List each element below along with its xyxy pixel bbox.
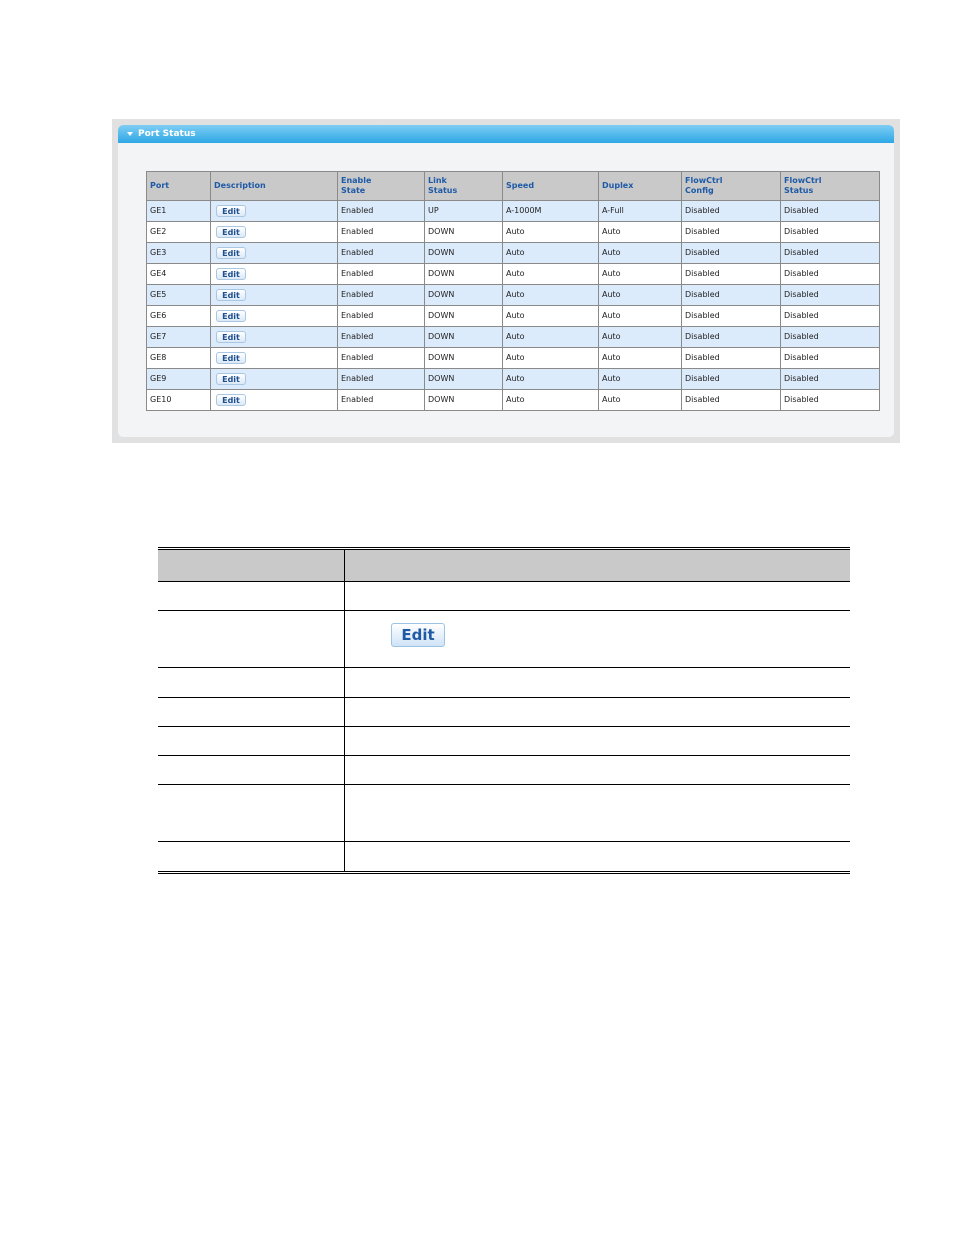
column-header-speed	[503, 172, 599, 201]
port-cell: GE8	[147, 348, 211, 369]
duplex-cell: Auto	[599, 369, 682, 390]
port-status-panel	[112, 119, 900, 443]
column-header-label: Duplex	[602, 181, 634, 190]
column-header-flowctrl-status	[781, 172, 880, 201]
reference-cell	[345, 611, 851, 668]
column-header-enable-state	[338, 172, 425, 201]
link-status-cell: DOWN	[425, 285, 503, 306]
duplex-cell: Auto	[599, 348, 682, 369]
port-cell: GE4	[147, 264, 211, 285]
description-cell	[211, 222, 338, 243]
duplex-cell: Auto	[599, 264, 682, 285]
reference-row	[158, 842, 850, 873]
flowctrl-config-cell: Disabled	[682, 390, 781, 411]
speed-cell: Auto	[503, 243, 599, 264]
flowctrl-config-cell: Disabled	[682, 369, 781, 390]
description-cell	[211, 390, 338, 411]
description-cell	[211, 369, 338, 390]
speed-cell: Auto	[503, 222, 599, 243]
collapse-arrow-icon[interactable]	[127, 132, 133, 136]
flowctrl-status-cell: Disabled	[781, 306, 880, 327]
column-header-duplex	[599, 172, 682, 201]
enable-state-cell: Enabled	[338, 285, 425, 306]
port-cell: GE7	[147, 327, 211, 348]
reference-cell	[345, 582, 851, 611]
reference-cell	[158, 668, 345, 698]
edit-button[interactable]: Edit	[216, 205, 246, 217]
reference-row	[158, 668, 850, 698]
reference-cell	[158, 756, 345, 785]
description-cell	[211, 348, 338, 369]
reference-edit-button[interactable]: Edit	[391, 623, 445, 647]
table-row	[147, 327, 880, 348]
description-cell	[211, 327, 338, 348]
column-header-label: Enable State	[341, 176, 372, 195]
duplex-cell: Auto	[599, 243, 682, 264]
column-header-description	[211, 172, 338, 201]
duplex-cell: A-Full	[599, 201, 682, 222]
flowctrl-config-cell: Disabled	[682, 285, 781, 306]
edit-button[interactable]: Edit	[216, 331, 246, 343]
reference-row	[158, 582, 850, 611]
flowctrl-status-cell: Disabled	[781, 348, 880, 369]
column-header-port	[147, 172, 211, 201]
edit-button[interactable]: Edit	[216, 268, 246, 280]
edit-button[interactable]: Edit	[216, 310, 246, 322]
table-header-row	[147, 172, 880, 201]
flowctrl-status-cell: Disabled	[781, 201, 880, 222]
port-cell: GE6	[147, 306, 211, 327]
reference-cell	[345, 698, 851, 727]
flowctrl-config-cell: Disabled	[682, 348, 781, 369]
table-row	[147, 201, 880, 222]
link-status-cell: DOWN	[425, 390, 503, 411]
edit-button[interactable]: Edit	[216, 352, 246, 364]
link-status-cell: DOWN	[425, 369, 503, 390]
table-row	[147, 243, 880, 264]
speed-cell: Auto	[503, 285, 599, 306]
flowctrl-status-cell: Disabled	[781, 285, 880, 306]
speed-cell: Auto	[503, 306, 599, 327]
flowctrl-config-cell: Disabled	[682, 327, 781, 348]
port-status-table	[146, 171, 880, 411]
enable-state-cell: Enabled	[338, 348, 425, 369]
reference-header-object	[158, 549, 345, 582]
column-header-flowctrl-config	[682, 172, 781, 201]
reference-row	[158, 785, 850, 842]
port-cell: GE1	[147, 201, 211, 222]
port-cell: GE2	[147, 222, 211, 243]
reference-cell	[345, 668, 851, 698]
reference-cell	[158, 698, 345, 727]
column-header-label: Speed	[506, 181, 535, 190]
description-cell	[211, 264, 338, 285]
reference-row	[158, 727, 850, 756]
reference-cell	[345, 756, 851, 785]
column-header-link-status	[425, 172, 503, 201]
table-row	[147, 222, 880, 243]
reference-header-row	[158, 549, 850, 582]
panel-title: Port Status	[138, 129, 196, 139]
edit-button[interactable]: Edit	[216, 247, 246, 259]
port-cell: GE3	[147, 243, 211, 264]
flowctrl-status-cell: Disabled	[781, 222, 880, 243]
flowctrl-config-cell: Disabled	[682, 264, 781, 285]
reference-cell	[158, 582, 345, 611]
flowctrl-status-cell: Disabled	[781, 369, 880, 390]
flowctrl-status-cell: Disabled	[781, 327, 880, 348]
column-header-label: FlowCtrl Config	[685, 176, 723, 195]
flowctrl-config-cell: Disabled	[682, 201, 781, 222]
reference-cell	[345, 842, 851, 873]
enable-state-cell: Enabled	[338, 306, 425, 327]
link-status-cell: DOWN	[425, 327, 503, 348]
link-status-cell: DOWN	[425, 243, 503, 264]
flowctrl-status-cell: Disabled	[781, 264, 880, 285]
speed-cell: Auto	[503, 327, 599, 348]
reference-row	[158, 698, 850, 727]
reference-cell	[158, 611, 345, 668]
port-cell: GE10	[147, 390, 211, 411]
enable-state-cell: Enabled	[338, 243, 425, 264]
reference-cell	[158, 785, 345, 842]
edit-button[interactable]: Edit	[216, 226, 246, 238]
reference-cell	[158, 842, 345, 873]
duplex-cell: Auto	[599, 390, 682, 411]
description-cell	[211, 201, 338, 222]
link-status-cell: DOWN	[425, 264, 503, 285]
enable-state-cell: Enabled	[338, 327, 425, 348]
reference-row	[158, 611, 850, 668]
enable-state-cell: Enabled	[338, 222, 425, 243]
description-cell	[211, 306, 338, 327]
reference-cell	[345, 727, 851, 756]
edit-button[interactable]: Edit	[216, 289, 246, 301]
edit-button[interactable]: Edit	[216, 394, 246, 406]
duplex-cell: Auto	[599, 285, 682, 306]
enable-state-cell: Enabled	[338, 390, 425, 411]
duplex-cell: Auto	[599, 306, 682, 327]
table-row	[147, 306, 880, 327]
table-row	[147, 264, 880, 285]
table-row	[147, 390, 880, 411]
column-header-label: Description	[214, 181, 266, 190]
reference-header-description	[345, 549, 851, 582]
reference-row	[158, 756, 850, 785]
column-header-label: Port	[150, 181, 170, 190]
table-row	[147, 285, 880, 306]
port-status-panel-body	[118, 125, 894, 437]
speed-cell: Auto	[503, 348, 599, 369]
flowctrl-config-cell: Disabled	[682, 222, 781, 243]
link-status-cell: DOWN	[425, 306, 503, 327]
port-status-rows	[147, 201, 880, 411]
port-cell: GE9	[147, 369, 211, 390]
speed-cell: Auto	[503, 264, 599, 285]
link-status-cell: DOWN	[425, 222, 503, 243]
description-cell	[211, 285, 338, 306]
speed-cell: Auto	[503, 390, 599, 411]
speed-cell: A-1000M	[503, 201, 599, 222]
description-cell	[211, 243, 338, 264]
table-row	[147, 369, 880, 390]
table-row	[147, 348, 880, 369]
edit-button[interactable]: Edit	[216, 373, 246, 385]
duplex-cell: Auto	[599, 327, 682, 348]
enable-state-cell: Enabled	[338, 264, 425, 285]
duplex-cell: Auto	[599, 222, 682, 243]
enable-state-cell: Enabled	[338, 201, 425, 222]
speed-cell: Auto	[503, 369, 599, 390]
column-header-label: Link Status	[428, 176, 458, 195]
flowctrl-status-cell: Disabled	[781, 390, 880, 411]
panel-header[interactable]	[118, 125, 894, 143]
reference-cell	[345, 785, 851, 842]
flowctrl-config-cell: Disabled	[682, 306, 781, 327]
reference-table	[158, 547, 850, 874]
port-cell: GE5	[147, 285, 211, 306]
enable-state-cell: Enabled	[338, 369, 425, 390]
reference-cell	[158, 727, 345, 756]
flowctrl-status-cell: Disabled	[781, 243, 880, 264]
flowctrl-config-cell: Disabled	[682, 243, 781, 264]
link-status-cell: DOWN	[425, 348, 503, 369]
column-header-label: FlowCtrl Status	[784, 176, 822, 195]
link-status-cell: UP	[425, 201, 503, 222]
